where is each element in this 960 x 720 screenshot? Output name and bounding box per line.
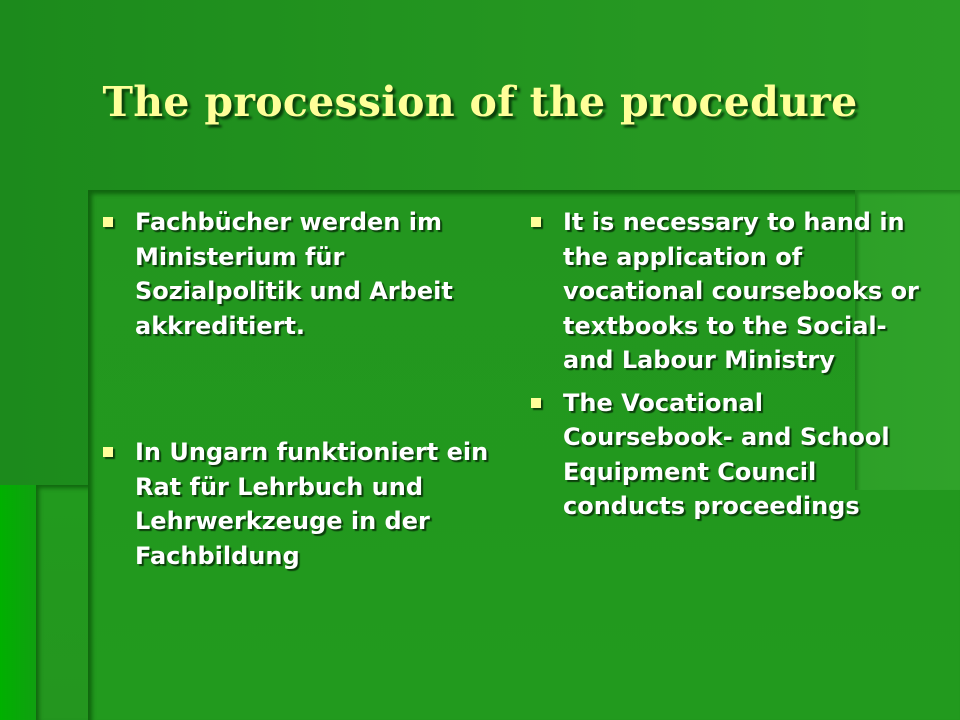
square-bullet-icon	[103, 217, 113, 227]
square-bullet-icon	[531, 217, 541, 227]
square-bullet-icon	[531, 398, 541, 408]
bullet-text: It is necessary to hand in the application of vocational coursebooks or textbooks to the Social- and Labour Ministry	[563, 208, 919, 374]
right-bullet-list	[525, 205, 935, 524]
right-bullet-item	[525, 205, 935, 378]
square-bullet-icon	[103, 447, 113, 457]
bullet-text: Fachbücher werden im Ministerium für Sozialpolitik und Arbeit akkreditiert.	[135, 208, 453, 340]
left-bullet-list	[97, 205, 507, 573]
background-left-strip	[0, 485, 36, 720]
right-bullet-item	[525, 386, 935, 524]
bullet-text: The Vocational Coursebook- and School Equipment Council conducts proceedings	[563, 388, 890, 520]
left-bullet-item	[97, 435, 507, 573]
bullet-text: In Ungarn funktioniert ein Rat für Lehrbuch und Lehrwerkzeuge in der Fachbildung	[135, 438, 489, 570]
left-bullet-item	[97, 205, 507, 343]
slide-title: The procession of the procedure	[102, 78, 858, 126]
